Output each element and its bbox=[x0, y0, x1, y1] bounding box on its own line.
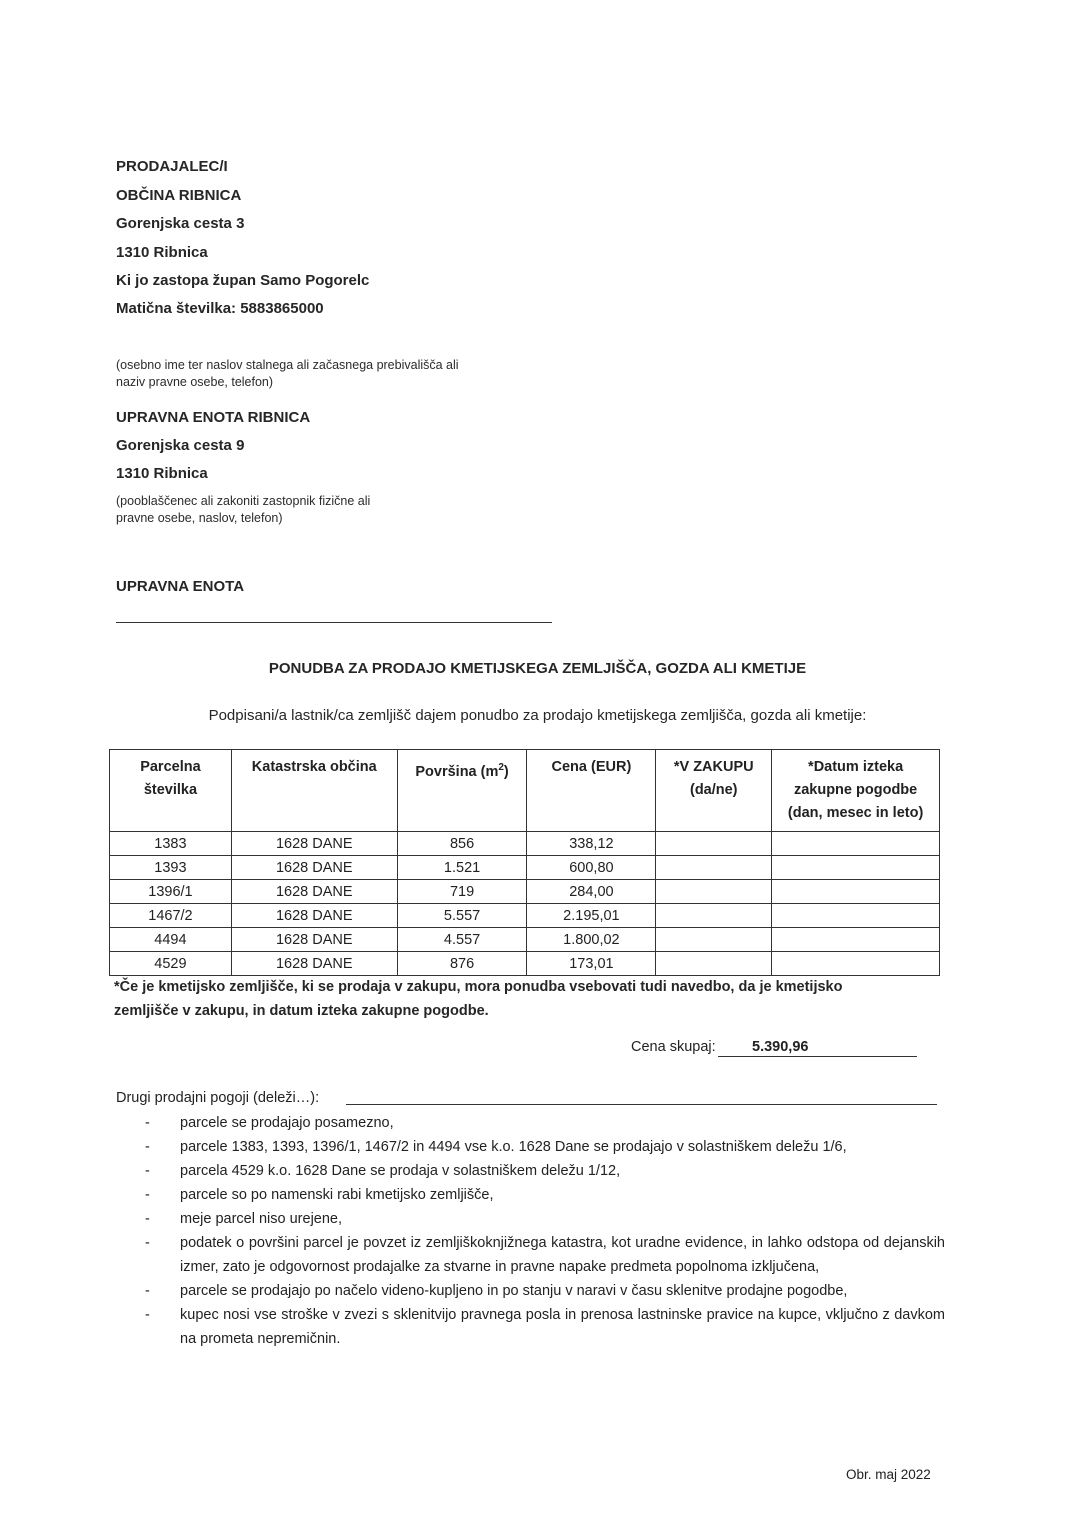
cell-expiry bbox=[772, 904, 940, 928]
cell-price: 173,01 bbox=[527, 952, 656, 976]
seller-name: OBČINA RIBNICA bbox=[116, 187, 242, 204]
list-dash: - bbox=[145, 1211, 150, 1227]
cell-expiry bbox=[772, 952, 940, 976]
total-underline bbox=[718, 1056, 917, 1057]
footer-form-date: Obr. maj 2022 bbox=[846, 1467, 931, 1482]
condition-text: parcele se prodajajo posamezno, bbox=[180, 1115, 394, 1131]
cell-lease bbox=[656, 880, 772, 904]
header-area bbox=[397, 750, 527, 832]
table-header-row bbox=[110, 750, 940, 832]
cell-area: 5.557 bbox=[397, 904, 527, 928]
header-area-sup: 2 bbox=[498, 762, 504, 773]
cell-cadastral: 1628 DANE bbox=[231, 856, 397, 880]
condition-text: meje parcel niso urejene, bbox=[180, 1211, 343, 1227]
condition-text: parcele se prodajajo po načelo videno-kupljeno in po stanju v naravi v času sklenitve prodajne pogodbe, bbox=[180, 1283, 848, 1299]
cell-price: 284,00 bbox=[527, 880, 656, 904]
table-row bbox=[110, 880, 940, 904]
seller-representative: Ki jo zastopa župan Samo Pogorelc bbox=[116, 272, 370, 289]
cell-cadastral: 1628 DANE bbox=[231, 952, 397, 976]
cell-area: 4.557 bbox=[397, 928, 527, 952]
cell-area: 719 bbox=[397, 880, 527, 904]
list-dash: - bbox=[145, 1115, 150, 1131]
conditions-list bbox=[145, 1111, 945, 1351]
agent-note bbox=[116, 493, 370, 527]
header-expiry-line-3: (dan, mesec in leto) bbox=[787, 805, 924, 821]
cell-area: 876 bbox=[397, 952, 527, 976]
recipient-line bbox=[116, 622, 552, 623]
header-area-end: ) bbox=[503, 763, 509, 780]
header-cadastral: Katastrska občina bbox=[231, 750, 397, 832]
cell-parcel: 1467/2 bbox=[110, 904, 232, 928]
intro-text: Podpisani/a lastnik/ca zemljišč dajem ponudbo za prodajo kmetijskega zemljišča, gozda ali kmetije: bbox=[208, 707, 867, 724]
cell-expiry bbox=[772, 928, 940, 952]
conditions-label: Drugi prodajni pogoji (deleži…): bbox=[116, 1090, 320, 1106]
header-lease-line-1: *V ZAKUPU bbox=[673, 759, 754, 775]
cell-cadastral: 1628 DANE bbox=[231, 928, 397, 952]
total-value: 5.390,96 bbox=[752, 1039, 809, 1055]
cell-cadastral: 1628 DANE bbox=[231, 832, 397, 856]
list-dash: - bbox=[145, 1163, 150, 1179]
header-parcel-line-2: številka bbox=[143, 782, 198, 798]
header-parcel bbox=[110, 750, 232, 832]
cell-expiry bbox=[772, 856, 940, 880]
agent-name: UPRAVNA ENOTA RIBNICA bbox=[116, 409, 311, 426]
cell-expiry bbox=[772, 880, 940, 904]
condition-text: parcele so po namenski rabi kmetijsko zemljišče, bbox=[180, 1187, 494, 1203]
cell-lease bbox=[656, 904, 772, 928]
header-expiry-line-1: *Datum izteka bbox=[808, 759, 904, 775]
list-item bbox=[145, 1303, 945, 1351]
list-item bbox=[145, 1183, 945, 1207]
cell-price: 600,80 bbox=[527, 856, 656, 880]
total-label: Cena skupaj: bbox=[631, 1039, 716, 1055]
table-row bbox=[110, 832, 940, 856]
seller-street: Gorenjska cesta 3 bbox=[116, 215, 245, 232]
header-lease-line-2: (da/ne) bbox=[689, 782, 738, 798]
table-row bbox=[110, 904, 940, 928]
conditions-line bbox=[346, 1104, 937, 1105]
lease-note-line-2: zemljišče v zakupu, in datum izteka zakupne pogodbe. bbox=[114, 1003, 489, 1019]
lease-note bbox=[114, 975, 954, 1023]
cell-price: 1.800,02 bbox=[527, 928, 656, 952]
list-dash: - bbox=[145, 1139, 150, 1155]
cell-parcel: 1383 bbox=[110, 832, 232, 856]
cell-parcel: 4494 bbox=[110, 928, 232, 952]
cell-price: 2.195,01 bbox=[527, 904, 656, 928]
list-item bbox=[145, 1279, 945, 1303]
cell-cadastral: 1628 DANE bbox=[231, 880, 397, 904]
seller-note bbox=[116, 357, 459, 391]
cell-lease bbox=[656, 856, 772, 880]
table-row bbox=[110, 856, 940, 880]
header-parcel-line-1: Parcelna bbox=[140, 759, 201, 775]
document-title: PONUDBA ZA PRODAJO KMETIJSKEGA ZEMLJIŠČA, GOZDA ALI KMETIJE bbox=[268, 660, 807, 677]
parcels-table bbox=[109, 749, 940, 976]
seller-note-line-2: naziv pravne osebe, telefon) bbox=[116, 375, 274, 389]
list-item bbox=[145, 1207, 945, 1231]
header-expiry-line-2: zakupne pogodbe bbox=[793, 782, 918, 798]
condition-text: parcele 1383, 1393, 1396/1, 1467/2 in 4494 vse k.o. 1628 Dane se prodajajo v solastniškem deležu 1/6, bbox=[180, 1139, 847, 1155]
seller-registration: Matična številka: 5883865000 bbox=[116, 300, 324, 317]
cell-cadastral: 1628 DANE bbox=[231, 904, 397, 928]
agent-street: Gorenjska cesta 9 bbox=[116, 437, 245, 454]
cell-area: 856 bbox=[397, 832, 527, 856]
condition-text: parcela 4529 k.o. 1628 Dane se prodaja v solastniškem deležu 1/12, bbox=[180, 1163, 621, 1179]
condition-text: kupec nosi vse stroške v zvezi s sklenitvijo pravnega posla in prenosa lastninske pravice na kupce, vključno z davkom na prometa nepremičnin. bbox=[180, 1307, 945, 1347]
table-row bbox=[110, 928, 940, 952]
condition-text: podatek o površini parcel je povzet iz zemljiškoknjižnega katastra, kot uradne evidence, in lahko odstopa od dejanskih izmer, zato je odgovornost prodajalke za stvarne in pravne napake predmeta popolnoma izključena, bbox=[180, 1235, 945, 1275]
cell-lease bbox=[656, 832, 772, 856]
cell-parcel: 4529 bbox=[110, 952, 232, 976]
list-dash: - bbox=[145, 1283, 150, 1299]
lease-note-line-1: *Če je kmetijsko zemljišče, ki se prodaja v zakupu, mora ponudba vsebovati tudi navedbo, da je kmetijsko bbox=[114, 979, 843, 995]
list-item bbox=[145, 1111, 945, 1135]
cell-lease bbox=[656, 928, 772, 952]
list-dash: - bbox=[145, 1235, 150, 1251]
list-item bbox=[145, 1135, 945, 1159]
list-item bbox=[145, 1159, 945, 1183]
cell-lease bbox=[656, 952, 772, 976]
seller-note-line-1: (osebno ime ter naslov stalnega ali začasnega prebivališča ali bbox=[116, 358, 459, 372]
cell-parcel: 1396/1 bbox=[110, 880, 232, 904]
agent-note-line-2: pravne osebe, naslov, telefon) bbox=[116, 511, 283, 525]
header-price: Cena (EUR) bbox=[527, 750, 656, 832]
cell-expiry bbox=[772, 832, 940, 856]
header-area-text: Površina (m bbox=[415, 763, 499, 780]
agent-note-line-1: (pooblaščenec ali zakoniti zastopnik fizične ali bbox=[116, 494, 371, 508]
agent-city: 1310 Ribnica bbox=[116, 465, 208, 482]
header-expiry bbox=[772, 750, 940, 832]
seller-heading: PRODAJALEC/I bbox=[116, 158, 228, 175]
header-lease bbox=[656, 750, 772, 832]
cell-parcel: 1393 bbox=[110, 856, 232, 880]
list-item bbox=[145, 1231, 945, 1279]
recipient-label: UPRAVNA ENOTA bbox=[116, 578, 245, 595]
cell-price: 338,12 bbox=[527, 832, 656, 856]
list-dash: - bbox=[145, 1187, 150, 1203]
table-row bbox=[110, 952, 940, 976]
seller-city: 1310 Ribnica bbox=[116, 244, 208, 261]
list-dash: - bbox=[145, 1307, 150, 1323]
cell-area: 1.521 bbox=[397, 856, 527, 880]
